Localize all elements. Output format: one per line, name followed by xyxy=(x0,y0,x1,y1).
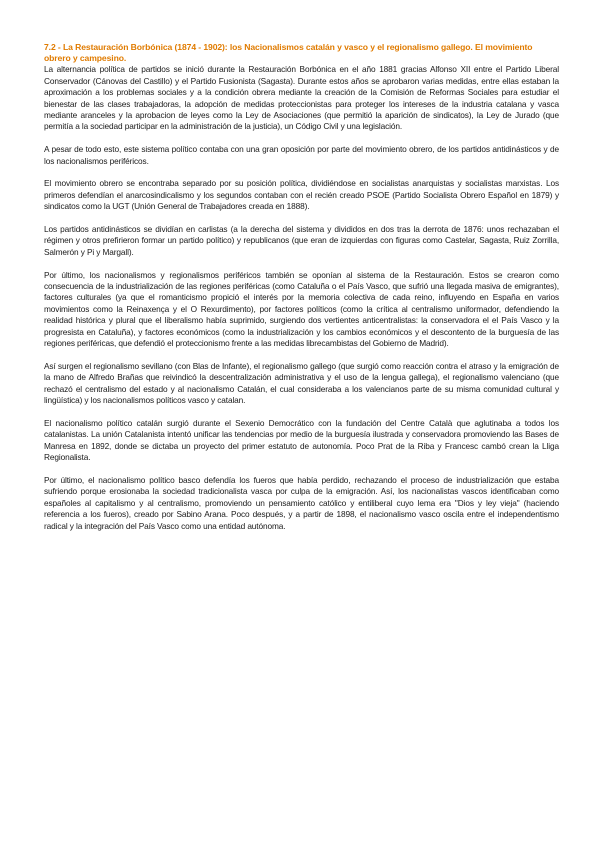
paragraph-oposicion: A pesar de todo esto, este sistema político contaba con una gran oposición por parte del movimiento obrero, de los partidos antidinásticos y de los nacionalismos periféricos. xyxy=(44,144,559,166)
paragraph-nacionalismo-catalan: El nacionalismo político catalán surgió durante el Sexenio Democrático con la fundación del Centre Català que aglutinaba a todos los catalanistas. La unión Catalanista intentó unificar las tendencias por medio de la burguesía ilustrada y conservadora promoviendo las Bases de Manresa en 1892, donde se dictaba un proyecto del primer estatuto de autonomía. Poco Prat de la Riba y Francesc cambó crean la Lliga Regionalista. xyxy=(44,417,559,463)
paragraph-regionalismos: Así surgen el regionalismo sevillano (con Blas de Infante), el regionalismo gallego (que surgió como reacción contra el atraso y la emigración de la mano de Alfredo Brañas que reivindicó la descentralización administrativa y el uso de la lengua gallega), el regionalismo valenciano (que rechazó el centralismo del estado y al nacionalismo Catalán, el cual consideraba a los valencianos parte de su misma comunidad cultural y lingüística) y los nacionalismos políticos vasco y catalan. xyxy=(44,360,559,406)
paragraph-nacionalismo-vasco: Por último, el nacionalismo político basco defendía los fueros que había perdido, rechazando el proceso de industrialización que estaba sufriendo porque erosionaba la sociedad tradicionalista vasca por culpa de la emigración. Así, los nacionalistas vascos identificaban como españoles al capitalismo y al centralismo, promoviendo un pensamiento católico y entiliberal cuyo lema era "Dios y ley vieja" (haciendo referencia a los fueros), creado por Sabino Arana. Poco después, y a partir de 1898, el nacionalismo vasco oscila entre el independentismo radical y la integración del País Vasco como una entidad autónoma. xyxy=(44,474,559,531)
document-title: 7.2 - La Restauración Borbónica (1874 - 1902): los Nacionalismos catalán y vasco y el regionalismo gallego. El movimiento obrero y campesino. xyxy=(44,42,533,64)
document-page xyxy=(44,42,559,543)
paragraph-partidos-antidinasticos: Los partidos antidinásticos se dividían en carlistas (a la derecha del sistema y divididos en dos tras la derrota de 1876: unos rechazaban el régimen y otros prefirieron formar un partido político) y republicanos (que eran de izquierdas con figuras como Castelar, Sagasta, Ruiz Zorrilla, Salmerón y Pi y Margall). xyxy=(44,224,559,257)
paragraph-nacionalismos-perifericos: Por último, los nacionalismos y regionalismos periféricos también se oponían al sistema de la Restauración. Estos se crearon como consecuencia de la industrialización de las regiones periféricas (como Cataluña o el País Vasco, que sufrió una llegada masiva de emigrantes), factores culturales (ya que el romanticismo propició el interés por la memoria colectiva de cada reino, influyendo en España en varios movimientos como la Reinaxença y el O Rexurdimento), por factores políticos (como la crítica al centralismo uniformador, defendiendo la realidad histórica y plural que el liberalismo había suprimido, surgiendo dos vertientes anticentralistas: la conservadora el el País Vasco y la progresista en Cataluña), y factores económicos (como la industrialización y los cambios económicos y el descontento de la burguesía de las regiones periféricas, que defendió el proteccionismo frente a las medidas librecambistas del Gobierno de Madrid). xyxy=(44,269,559,349)
paragraph-alternancia: La alternancia política de partidos se inició durante la Restauración Borbónica en el año 1881 gracias Alfonso XII entre el Partido Liberal Conservador (Cánovas del Castillo) y el Partido Fusionista (Sagasta). Durante estos años se aprobaron varias medidas, entre ellas estaban la aproximación a los problemas sociales y a la condición obrera mediante la creación de la Comisión de Reformas Sociales para estudiar el bienestar de las clases trabajadoras, la adopción de medidas proteccionistas para proteger los intereses de la industria catalana y vasca mediante aranceles y la aprobacion de leyes como la Ley de Asociaciones (que permitió la aparición de sindicatos), la Ley de Jurado (que permitía a la sociedad participar en la administración de la justicia), un Código Civil y una legislación. xyxy=(44,64,559,132)
paragraph-movimiento-obrero: El movimiento obrero se encontraba separado por su posición política, dividiéndose en socialistas anarquistas y socialistas marxistas. Los primeros defendían el anarcosindicalismo y los segundos contaban con el recién creado PSOE (Partido Socialista Obrero Español en 1879) y sindicatos como la UGT (Unión General de Trabajadores creada en 1888). xyxy=(44,178,559,212)
